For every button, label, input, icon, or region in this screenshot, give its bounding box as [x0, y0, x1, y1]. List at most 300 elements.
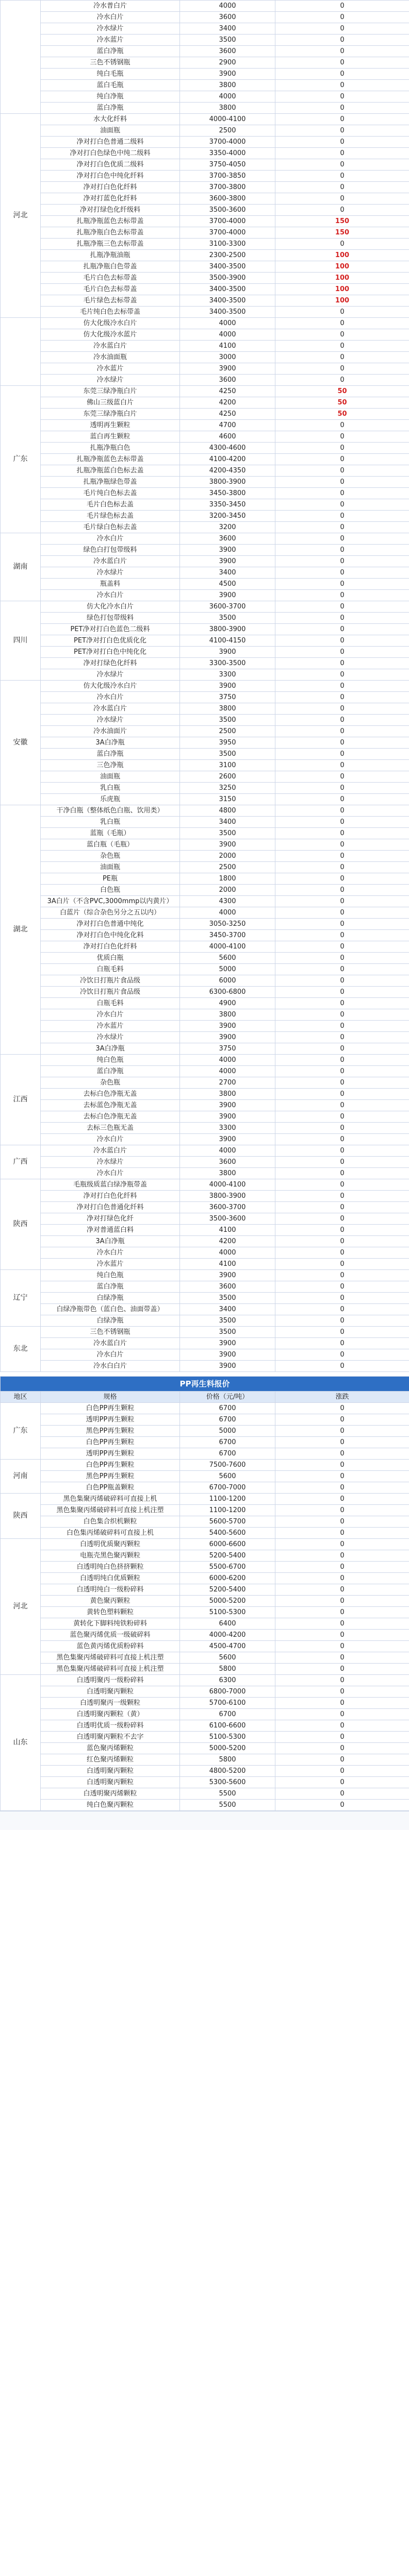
price-cell: 3300 [180, 1123, 275, 1134]
product-name-cell: 3A白净瓶 [41, 737, 180, 749]
price-cell: 3250 [180, 783, 275, 794]
change-cell: 0 [275, 998, 409, 1009]
price-cell: 3500 [180, 715, 275, 726]
price-cell: 3600 [180, 375, 275, 386]
product-name-cell: 纯白色瓶 [41, 1055, 180, 1066]
product-name-cell: 冷水蓝白片 [41, 341, 180, 352]
product-name-cell: 白透明纯白色挤挤颗粒 [41, 1562, 180, 1573]
product-name-cell: 瓶盖料 [41, 579, 180, 590]
table-row [1, 726, 409, 737]
change-cell: 0 [275, 1607, 409, 1618]
price-cell: 6700 [180, 1709, 275, 1720]
change-cell: 0 [275, 885, 409, 896]
product-name-cell: 冷水绿片 [41, 1032, 180, 1043]
table-row [1, 964, 409, 975]
price-cell: 2500 [180, 726, 275, 737]
price-cell: 3900 [180, 1032, 275, 1043]
table-row [1, 273, 409, 284]
change-cell: 0 [275, 975, 409, 987]
change-cell: 0 [275, 1732, 409, 1743]
region-cell [1, 318, 41, 386]
change-cell: 0 [275, 953, 409, 964]
change-cell: 0 [275, 1225, 409, 1236]
table-row [1, 307, 409, 318]
change-cell: 0 [275, 760, 409, 771]
table-row [1, 658, 409, 669]
price-cell: 4000 [180, 318, 275, 329]
product-name-cell: 黑色PP再生颗粒 [41, 1426, 180, 1437]
price-cell: 2000 [180, 885, 275, 896]
price-cell: 5400-5600 [180, 1528, 275, 1539]
table-row [1, 1032, 409, 1043]
table-title: PP再生料报价 [1, 1377, 409, 1392]
table-row [1, 35, 409, 46]
price-cell: 3350-3450 [180, 499, 275, 511]
region-cell [1, 1, 41, 114]
product-name-cell: 蓝白净瓶 [41, 46, 180, 57]
price-cell: 3900 [180, 1361, 275, 1372]
product-name-cell: 净对打白色绿色中纯二级料 [41, 148, 180, 159]
price-cell: 4600 [180, 431, 275, 443]
change-cell: 0 [275, 1754, 409, 1766]
change-cell: 150 [275, 216, 409, 227]
table-row [1, 1743, 409, 1754]
price-cell: 3750 [180, 692, 275, 703]
table-row [1, 839, 409, 851]
change-cell: 0 [275, 1043, 409, 1055]
product-name-cell: 白蓝片（综合杂色另分之五以内） [41, 907, 180, 919]
table-row [1, 1270, 409, 1281]
change-cell: 0 [275, 1293, 409, 1304]
price-cell: 3900 [180, 1111, 275, 1123]
product-name-cell: 去标白色净瓶无盖 [41, 1089, 180, 1100]
price-cell: 5600 [180, 953, 275, 964]
table-row [1, 488, 409, 499]
product-name-cell: 黑色集聚丙烯破碎料可直接上机注塑 [41, 1664, 180, 1675]
price-cell: 3400 [180, 817, 275, 828]
change-cell: 0 [275, 771, 409, 783]
product-name-cell: 东莞三绿净瓶白片 [41, 409, 180, 420]
price-cell: 6700 [180, 1448, 275, 1460]
price-cell: 5600-5700 [180, 1516, 275, 1528]
product-name-cell: 白透明聚丙一级颗粒 [41, 1698, 180, 1709]
change-cell: 0 [275, 1361, 409, 1372]
change-cell: 0 [275, 1596, 409, 1607]
table-row [1, 613, 409, 624]
table-row [1, 1630, 409, 1641]
product-name-cell: 3A白片（不含PVC,3000mmp以内黄片） [41, 896, 180, 907]
table-row [1, 715, 409, 726]
price-cell: 3750-4050 [180, 159, 275, 171]
price-cell: 3450-3700 [180, 930, 275, 941]
product-name-cell: 乳白瓶 [41, 817, 180, 828]
region-cell: 安徽 [1, 681, 41, 805]
product-name-cell: 乐虎瓶 [41, 794, 180, 805]
price-cell: 5200-5400 [180, 1584, 275, 1596]
change-cell: 0 [275, 1528, 409, 1539]
product-name-cell: 扎瓶净瓶油瓶 [41, 250, 180, 261]
table-row [1, 1686, 409, 1698]
change-cell: 0 [275, 624, 409, 635]
table-row [1, 1516, 409, 1528]
price-cell: 3800-3900 [180, 1191, 275, 1202]
price-cell: 4000 [180, 1145, 275, 1157]
change-cell: 0 [275, 1641, 409, 1652]
product-name-cell: 扎瓶净瓶绿色带盖 [41, 477, 180, 488]
price-cell: 4000 [180, 907, 275, 919]
table-row [1, 1179, 409, 1191]
price-cell: 4250 [180, 386, 275, 397]
change-cell: 0 [275, 46, 409, 57]
price-cell: 4100 [180, 1225, 275, 1236]
product-name-cell: 黄转色塑料颗粒 [41, 1607, 180, 1618]
product-name-cell: 净对打白色中纯化纤料 [41, 171, 180, 182]
product-name-cell: 冷水白片 [41, 1247, 180, 1259]
change-cell: 0 [275, 35, 409, 46]
change-cell: 0 [275, 148, 409, 159]
table-row [1, 341, 409, 352]
product-name-cell: 冷水白片 [41, 1134, 180, 1145]
table-title-row [1, 1377, 409, 1392]
table-row [1, 805, 409, 817]
column-header-spec: 规格 [41, 1392, 180, 1403]
product-name-cell: 冷水蓝白片 [41, 1145, 180, 1157]
price-cell: 3300-3500 [180, 658, 275, 669]
table-row [1, 1720, 409, 1732]
change-cell: 0 [275, 91, 409, 103]
change-cell: 50 [275, 397, 409, 409]
product-name-cell: 净对打白色中纯化化料 [41, 930, 180, 941]
change-cell: 0 [275, 1213, 409, 1225]
product-name-cell: 白色PP再生颗粒 [41, 1403, 180, 1414]
change-cell: 0 [275, 171, 409, 182]
table-row [1, 760, 409, 771]
change-cell: 0 [275, 647, 409, 658]
price-cell: 5500-6700 [180, 1562, 275, 1573]
change-cell: 0 [275, 1191, 409, 1202]
product-name-cell: 蓝白净瓶 [41, 749, 180, 760]
price-cell: 3900 [180, 1349, 275, 1361]
table-row [1, 363, 409, 375]
price-cell: 3800 [180, 1089, 275, 1100]
table-row [1, 318, 409, 329]
product-name-cell: 冷水蓝片 [41, 1259, 180, 1270]
product-name-cell: 冷水油面瓶 [41, 352, 180, 363]
table-row [1, 1709, 409, 1720]
table-row [1, 125, 409, 137]
table-row [1, 1698, 409, 1709]
price-cell: 2500 [180, 125, 275, 137]
change-cell: 0 [275, 839, 409, 851]
product-name-cell: 扎瓶净瓶蓝色去标带盖 [41, 216, 180, 227]
price-cell: 6300-6800 [180, 987, 275, 998]
table-row [1, 1304, 409, 1315]
price-cell: 5000-5200 [180, 1596, 275, 1607]
change-cell: 0 [275, 1720, 409, 1732]
table-row [1, 941, 409, 953]
change-cell: 0 [275, 352, 409, 363]
price-cell: 6700 [180, 1403, 275, 1414]
change-cell: 0 [275, 193, 409, 205]
price-cell: 3500 [180, 613, 275, 624]
change-cell: 0 [275, 511, 409, 522]
price-cell: 1800 [180, 873, 275, 885]
change-cell: 0 [275, 1338, 409, 1349]
table-row [1, 873, 409, 885]
price-cell: 3800-3900 [180, 624, 275, 635]
price-cell: 5100-5300 [180, 1732, 275, 1743]
table-row [1, 1448, 409, 1460]
table-row [1, 862, 409, 873]
price-cell: 5500 [180, 1788, 275, 1800]
table-row [1, 205, 409, 216]
change-cell: 0 [275, 1247, 409, 1259]
pp-price-table [0, 1376, 409, 1811]
table-row [1, 1361, 409, 1372]
table-row [1, 930, 409, 941]
change-cell: 0 [275, 681, 409, 692]
product-name-cell: 冷水白片 [41, 1349, 180, 1361]
price-cell: 3900 [180, 647, 275, 658]
product-name-cell: 黑色集聚丙烯破碎料可直接上机注塑 [41, 1505, 180, 1516]
product-name-cell: 绿色打包带级料 [41, 613, 180, 624]
region-cell: 广东 [1, 1403, 41, 1460]
product-name-cell: 白瓶毛料 [41, 998, 180, 1009]
region-cell: 河北 [1, 114, 41, 318]
product-name-cell: 3A白净瓶 [41, 1043, 180, 1055]
product-name-cell: 白透明聚丙颗粒（黄） [41, 1709, 180, 1720]
change-cell: 0 [275, 545, 409, 556]
change-cell: 0 [275, 125, 409, 137]
table-row [1, 1652, 409, 1664]
table-row [1, 669, 409, 681]
product-name-cell: 蓝白毛瓶 [41, 80, 180, 91]
change-cell: 0 [275, 1471, 409, 1482]
change-cell: 0 [275, 590, 409, 601]
change-cell: 0 [275, 1349, 409, 1361]
table-row [1, 137, 409, 148]
change-cell: 0 [275, 533, 409, 545]
product-name-cell: 扎瓶净瓶蓝色去标带盖 [41, 454, 180, 465]
table-row [1, 103, 409, 114]
table-row [1, 46, 409, 57]
product-name-cell: 透明再生颗粒 [41, 420, 180, 431]
product-name-cell: 纯白毛瓶 [41, 69, 180, 80]
change-cell: 0 [275, 987, 409, 998]
change-cell: 0 [275, 1021, 409, 1032]
column-header-change: 涨跌 [275, 1392, 409, 1403]
table-row [1, 647, 409, 658]
table-row [1, 896, 409, 907]
product-name-cell: 透明PP再生颗粒 [41, 1448, 180, 1460]
product-name-cell: 白绿净瓶 [41, 1315, 180, 1327]
product-name-cell: 冷水绿片 [41, 1157, 180, 1168]
price-cell: 6100-6600 [180, 1720, 275, 1732]
table-row [1, 817, 409, 828]
region-cell: 东北 [1, 1327, 41, 1372]
product-name-cell: 净对打白色普通二级料 [41, 137, 180, 148]
product-name-cell: PE瓶 [41, 873, 180, 885]
table-row [1, 477, 409, 488]
price-cell: 3600 [180, 1281, 275, 1293]
product-name-cell: 净对打白色优质二级料 [41, 159, 180, 171]
table-row [1, 601, 409, 613]
price-cell: 3800 [180, 1009, 275, 1021]
change-cell: 0 [275, 1123, 409, 1134]
change-cell: 0 [275, 828, 409, 839]
product-name-cell: 黄色聚丙颗粒 [41, 1596, 180, 1607]
price-cell: 3500 [180, 749, 275, 760]
price-cell: 3500-3900 [180, 273, 275, 284]
change-cell: 0 [275, 1259, 409, 1270]
table-row [1, 998, 409, 1009]
product-name-cell: 冷水白片 [41, 1168, 180, 1179]
price-cell: 3900 [180, 363, 275, 375]
price-cell: 3500 [180, 1293, 275, 1304]
table-row [1, 148, 409, 159]
change-cell: 0 [275, 1157, 409, 1168]
change-cell: 0 [275, 137, 409, 148]
table-row [1, 1414, 409, 1426]
product-name-cell: 白透明聚丙颗粒 [41, 1766, 180, 1777]
product-name-cell: 油面瓶 [41, 771, 180, 783]
table-row [1, 239, 409, 250]
table-row [1, 352, 409, 363]
product-name-cell: 杂色瓶 [41, 1077, 180, 1089]
price-cell: 3800 [180, 1168, 275, 1179]
price-cell: 3400-3500 [180, 295, 275, 307]
table-row [1, 1043, 409, 1055]
product-name-cell: 白透明聚丙颗粒不去字 [41, 1732, 180, 1743]
price-cell: 3450-3800 [180, 488, 275, 499]
price-cell: 3050-3250 [180, 919, 275, 930]
product-name-cell: 蓝白再生颗粒 [41, 431, 180, 443]
change-cell: 0 [275, 737, 409, 749]
change-cell: 100 [275, 295, 409, 307]
price-cell: 5800 [180, 1754, 275, 1766]
product-name-cell: 毛片绿白色标去盖 [41, 522, 180, 533]
price-cell: 4250 [180, 409, 275, 420]
change-cell: 0 [275, 783, 409, 794]
price-cell: 3200 [180, 522, 275, 533]
table-row [1, 420, 409, 431]
table-row [1, 907, 409, 919]
change-cell: 0 [275, 488, 409, 499]
price-cell: 3900 [180, 681, 275, 692]
price-cell: 6700-7000 [180, 1482, 275, 1494]
change-cell: 100 [275, 250, 409, 261]
price-cell: 3900 [180, 1021, 275, 1032]
product-name-cell: 白透明聚丙颗粒 [41, 1686, 180, 1698]
price-cell: 3700-3800 [180, 182, 275, 193]
table-row [1, 1539, 409, 1550]
product-name-cell: 油面瓶 [41, 862, 180, 873]
table-row [1, 1641, 409, 1652]
change-cell: 0 [275, 375, 409, 386]
change-cell: 0 [275, 1777, 409, 1788]
change-cell: 0 [275, 307, 409, 318]
price-cell: 3950 [180, 737, 275, 749]
table-row [1, 1732, 409, 1743]
product-name-cell: 白透明优质一级粉碎料 [41, 1720, 180, 1732]
price-cell: 4000-4200 [180, 1630, 275, 1641]
price-cell: 4000 [180, 1247, 275, 1259]
price-cell: 3600 [180, 533, 275, 545]
change-cell: 0 [275, 1145, 409, 1157]
price-cell: 4000 [180, 1, 275, 12]
change-cell: 100 [275, 273, 409, 284]
product-name-cell: 仿大化冷水白片 [41, 601, 180, 613]
product-name-cell: 东莞三绿净瓶白片 [41, 386, 180, 397]
change-cell: 0 [275, 817, 409, 828]
change-cell: 0 [275, 669, 409, 681]
product-name-cell: 白透明纯白优质颗粒 [41, 1573, 180, 1584]
table-row [1, 1123, 409, 1134]
price-cell: 5000 [180, 1426, 275, 1437]
change-cell: 0 [275, 805, 409, 817]
price-cell: 4000-4100 [180, 941, 275, 953]
product-name-cell: 去标三色瓶无盖 [41, 1123, 180, 1134]
table-row [1, 329, 409, 341]
table-row [1, 1259, 409, 1270]
change-cell: 0 [275, 477, 409, 488]
table-row [1, 465, 409, 477]
change-cell: 0 [275, 1437, 409, 1448]
price-cell: 3800 [180, 703, 275, 715]
change-cell: 0 [275, 1089, 409, 1100]
table-row [1, 1066, 409, 1077]
price-cell: 4300 [180, 896, 275, 907]
product-name-cell: 仿大化级冷水白片 [41, 681, 180, 692]
change-cell: 0 [275, 930, 409, 941]
product-name-cell: 冷水绿片 [41, 669, 180, 681]
price-cell: 2000 [180, 851, 275, 862]
product-name-cell: 冷水白片 [41, 590, 180, 601]
table-row [1, 987, 409, 998]
change-cell: 0 [275, 964, 409, 975]
table-row [1, 703, 409, 715]
change-cell: 0 [275, 556, 409, 567]
table-row [1, 1293, 409, 1304]
price-cell: 3350-4000 [180, 148, 275, 159]
price-cell: 5800 [180, 1664, 275, 1675]
price-cell: 3900 [180, 590, 275, 601]
table-row [1, 1247, 409, 1259]
table-row [1, 1338, 409, 1349]
table-row [1, 1550, 409, 1562]
price-cell: 6300 [180, 1675, 275, 1686]
price-cell: 3400 [180, 567, 275, 579]
table-row [1, 409, 409, 420]
table-row [1, 1426, 409, 1437]
product-name-cell: 蓝白净瓶 [41, 1281, 180, 1293]
change-cell: 0 [275, 182, 409, 193]
price-cell: 4000 [180, 1055, 275, 1066]
price-cell: 3800-3900 [180, 477, 275, 488]
price-cell: 5100-5300 [180, 1607, 275, 1618]
price-cell: 3700-4000 [180, 216, 275, 227]
product-name-cell: 白色集合织机颗粒 [41, 1516, 180, 1528]
product-name-cell: 冷水白白片 [41, 1361, 180, 1372]
price-cell: 5200-5400 [180, 1550, 275, 1562]
product-name-cell: 冷饮日打瓶片食品级 [41, 975, 180, 987]
product-name-cell: 蓝瓶（毛瓶） [41, 828, 180, 839]
product-name-cell: 黑色PP再生颗粒 [41, 1471, 180, 1482]
change-cell: 0 [275, 749, 409, 760]
product-name-cell: 净对打蓝色化纤料 [41, 193, 180, 205]
price-cell: 3500 [180, 1315, 275, 1327]
change-cell: 0 [275, 1460, 409, 1471]
